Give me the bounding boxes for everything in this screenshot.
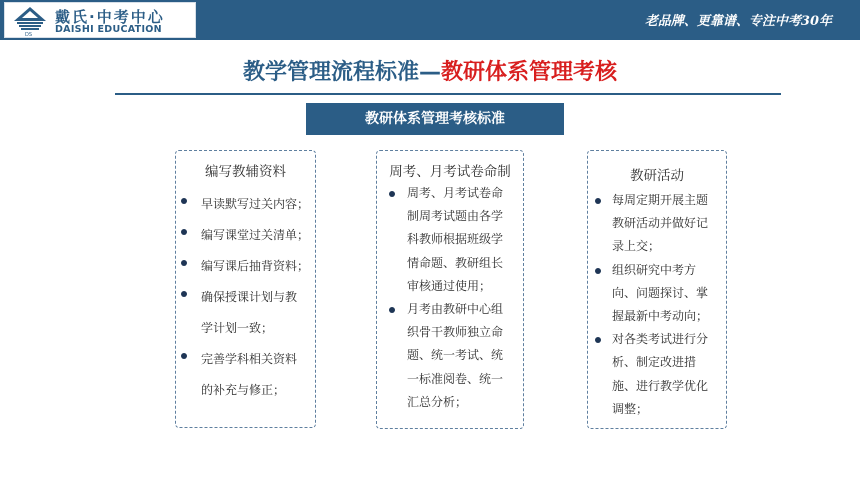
list-item-line: 周考、月考试卷命 xyxy=(407,186,504,200)
list-item-line: 教研活动并做好记 xyxy=(612,216,709,231)
card-title: 编写教辅资料 xyxy=(205,164,286,180)
standard-banner: 教研体系管理考核标准 xyxy=(306,103,564,135)
bullet-dot-icon xyxy=(181,353,187,359)
card-research-activities xyxy=(587,150,727,429)
list-item-line: 学计划一致； xyxy=(201,321,274,335)
list-item-line: 审核通过使用； xyxy=(407,278,492,293)
bullet-dot-icon xyxy=(389,191,395,197)
list-item-line: 制周考试题由各学 xyxy=(407,209,504,224)
card-exam-papers xyxy=(376,150,524,429)
list-item xyxy=(407,182,503,298)
list-item-line: 每周定期开展主题 xyxy=(612,193,709,207)
logo-english-text: DAISHI EDUCATION xyxy=(55,24,162,35)
page-title-main: 教学管理流程标准— xyxy=(242,60,441,85)
list-item-line: 完善学科相关资料 xyxy=(201,352,298,366)
list-item xyxy=(201,220,309,251)
list-item xyxy=(407,298,503,414)
bullet-dot-icon xyxy=(181,291,187,297)
list-item-line: 对各类考试进行分 xyxy=(612,332,709,347)
list-item-line: 握最新中考动向； xyxy=(612,309,709,323)
bullet-dot-icon xyxy=(595,337,601,343)
list-item-line: 施、进行教学优化 xyxy=(612,378,709,393)
logo-mark-text: DS xyxy=(25,32,33,38)
list-item xyxy=(612,328,708,421)
title-divider xyxy=(115,93,781,95)
list-item xyxy=(612,259,708,329)
card-title: 周考、月考试卷命制 xyxy=(389,164,511,180)
list-item-line: 题、统一考试、统 xyxy=(407,348,504,363)
list-item-line: 录上交； xyxy=(612,239,661,254)
list-item-line: 一标准阅卷、统一 xyxy=(407,371,504,386)
page-title xyxy=(0,55,860,86)
bullet-dot-icon xyxy=(389,307,395,313)
list-item-line: 编写课后抽背资料； xyxy=(201,259,310,273)
page-title-highlight: 教研体系管理考核 xyxy=(441,60,618,85)
list-item xyxy=(201,344,297,406)
bullet-dot-icon xyxy=(181,229,187,235)
list-item xyxy=(201,282,297,344)
slogan: 老品牌、更靠谱、专注中考30年 xyxy=(644,14,832,29)
list-item-line: 析、制定改进措 xyxy=(612,355,697,370)
list-item-line: 科教师根据班级学 xyxy=(407,232,504,247)
list-item-line: 的补充与修正； xyxy=(201,383,286,397)
bullet-dot-icon xyxy=(181,260,187,266)
list-item-line: 向、问题探讨、掌 xyxy=(612,285,709,300)
list-item xyxy=(612,189,708,259)
list-item-line: 组织研究中考方 xyxy=(612,262,697,277)
list-item-line: 调整； xyxy=(612,401,649,416)
list-item-line: 早读默写过关内容； xyxy=(201,197,310,211)
list-item-line: 织骨干教师独立命 xyxy=(407,325,504,340)
header-bar xyxy=(0,0,860,40)
bullet-dot-icon xyxy=(181,198,187,204)
list-item-line: 情命题、教研组长 xyxy=(407,255,504,270)
logo-mark-icon xyxy=(13,6,47,34)
card-title: 教研活动 xyxy=(630,168,684,184)
card-teaching-materials xyxy=(175,150,316,428)
logo-chinese-text: 戴氏·中考中心 xyxy=(55,8,165,26)
list-item xyxy=(201,251,309,282)
list-item xyxy=(201,189,309,220)
list-item-line: 月考由教研中心组 xyxy=(407,302,504,316)
logo xyxy=(4,2,196,38)
bullet-dot-icon xyxy=(595,268,601,274)
bullet-dot-icon xyxy=(595,198,601,204)
list-item-line: 汇总分析； xyxy=(407,394,468,409)
list-item-line: 编写课堂过关清单； xyxy=(201,228,310,242)
list-item-line: 确保授课计划与教 xyxy=(201,290,298,304)
